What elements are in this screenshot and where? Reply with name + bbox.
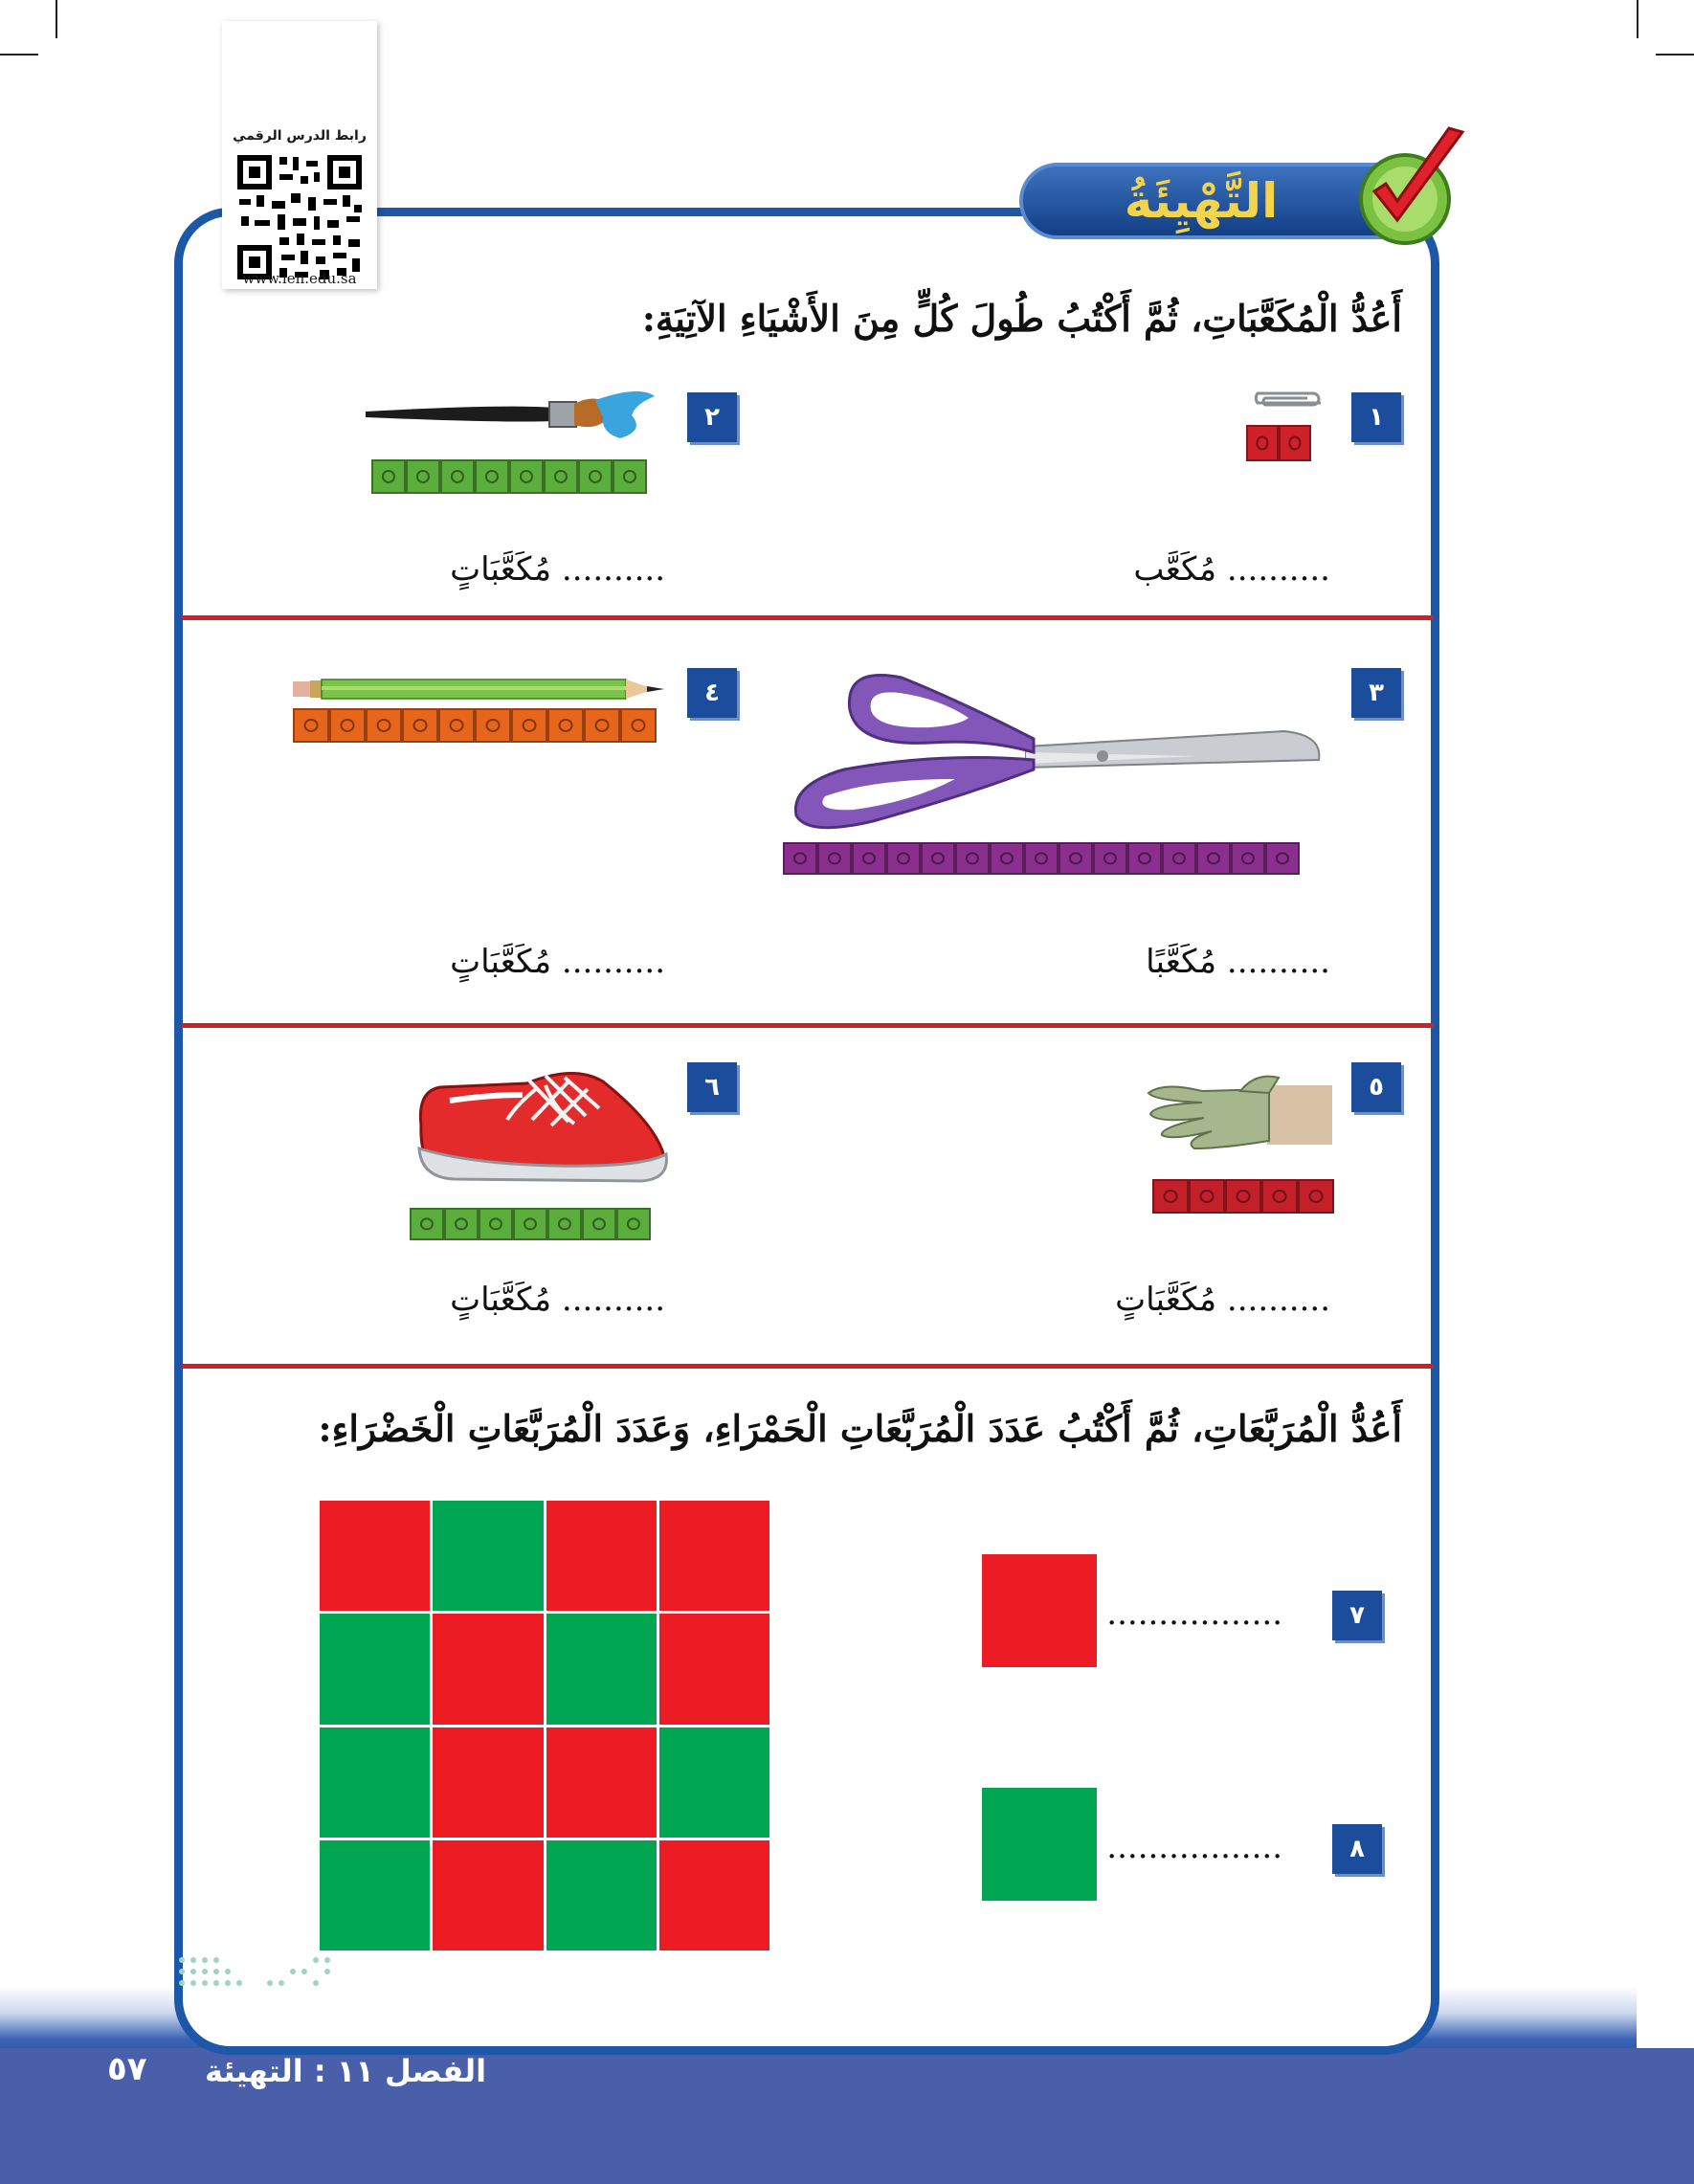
grid-square [546,1840,657,1950]
grid-square [546,1501,657,1611]
cube [817,842,852,875]
item-number-3: ٣ [1351,668,1401,718]
crop-mark [0,54,38,56]
scissors-icon [787,672,1328,835]
cube-train-5 [1152,1179,1334,1214]
cube [613,459,647,494]
cube [366,708,402,743]
paintbrush-icon [362,383,658,450]
cube [616,1208,651,1240]
qr-url[interactable]: www.ien.edu.sa [242,270,357,287]
cube [578,459,613,494]
cube [1298,1179,1334,1214]
cube [475,708,511,743]
section-divider [182,615,1434,620]
cube [620,708,657,743]
answer-6: .......... مُكَعَّبَاتٍ [450,1281,665,1319]
cube [402,708,438,743]
page-number: ٥٧ [107,2050,147,2088]
answer-1: .......... مُكَعَّب [1133,550,1330,589]
cube [547,708,584,743]
grid-square [433,1501,543,1611]
red-square-swatch [982,1554,1097,1667]
cube [886,842,921,875]
grid-square [546,1614,657,1724]
cube [1231,842,1265,875]
cube-train-2 [371,459,647,494]
cube [1265,842,1300,875]
item-number-7: ٧ [1332,1591,1382,1640]
answer-3: .......... مُكَعَّبًا [1146,943,1330,981]
answer-5: .......... مُكَعَّبَاتٍ [1115,1281,1330,1319]
cube [511,708,547,743]
cube [1225,1179,1261,1214]
cube [584,708,620,743]
answer-7: ................. [1106,1594,1282,1633]
ministry-logo-icon [174,1952,343,1996]
cube [852,842,886,875]
grid-square [320,1840,430,1950]
pencil-icon [293,678,666,701]
grid-square [320,1501,430,1611]
cube [444,1208,479,1240]
qr-code-icon[interactable] [234,151,366,283]
checkmark-icon [1357,124,1472,251]
grid-square [659,1501,769,1611]
square-grid [320,1501,769,1950]
cube [410,1208,444,1240]
grid-square [659,1727,769,1838]
item-number-1: ١ [1351,392,1401,442]
cube [1261,1179,1298,1214]
cube [1093,842,1127,875]
cube [1152,1179,1189,1214]
grid-square [659,1840,769,1950]
cube [371,459,406,494]
cube [406,459,440,494]
grid-square [433,1727,543,1838]
cube [1024,842,1059,875]
cube [440,459,475,494]
cube [1127,842,1162,875]
grid-square [433,1614,543,1724]
item-number-4: ٤ [687,668,737,718]
answer-2: .......... مُكَعَّبَاتٍ [450,550,665,589]
grid-square [320,1727,430,1838]
part1-instruction: أَعُدُّ الْمُكَعَّبَاتِ، ثُمَّ أَكْتُبُ طُولَ كُلٍّ مِنَ الأَشْيَاءِ الآتِيَةِ: [641,297,1402,340]
item-number-8: ٨ [1332,1824,1382,1874]
footer-chapter: الفصل ١١ : التهيئة [205,2053,487,2089]
cube [293,708,329,743]
sneaker-icon [412,1062,672,1187]
section-divider [182,1023,1434,1028]
paperclip-icon [1246,390,1328,415]
part2-instruction: أَعُدُّ الْمُرَبَّعَاتِ، ثُمَّ أَكْتُبُ عَدَدَ الْمُرَبَّعَاتِ الْحَمْرَاءِ، وَعَدَدَ الْمُرَبَّعَاتِ الْخَضْرَاءِ: [318,1407,1402,1450]
grid-square [320,1614,430,1724]
cube [544,459,578,494]
cube [582,1208,616,1240]
grid-square [433,1840,543,1950]
qr-caption: رابط الدرس الرقمي [233,128,367,144]
crop-mark [1637,0,1638,38]
cube [1189,1179,1225,1214]
section-divider [182,1364,1434,1369]
cube [438,708,475,743]
qr-card [222,21,377,289]
crop-mark [1656,54,1694,56]
cube [479,1208,513,1240]
glove-icon [1145,1072,1332,1158]
cube [329,708,366,743]
cube [921,842,955,875]
item-number-5: ٥ [1351,1062,1401,1112]
item-number-2: ٢ [687,392,737,442]
cube-train-1 [1246,425,1311,461]
green-square-swatch [982,1788,1097,1901]
item-number-6: ٦ [687,1062,737,1112]
cube [1059,842,1093,875]
cube [990,842,1024,875]
cube [509,459,544,494]
cube-train-6 [410,1208,651,1240]
cube [547,1208,582,1240]
cube [783,842,817,875]
cube-train-4 [293,708,657,743]
cube [1279,425,1311,461]
grid-square [546,1727,657,1838]
cube [955,842,990,875]
crop-mark [56,0,57,38]
answer-4: .......... مُكَعَّبَاتٍ [450,943,665,981]
grid-square [659,1614,769,1724]
section-title: التَّهْيِئَةُ [1124,173,1279,229]
cube [1246,425,1279,461]
cube [1162,842,1196,875]
cube [513,1208,547,1240]
cube [1196,842,1231,875]
answer-8: ................. [1106,1828,1282,1866]
cube-train-3 [783,842,1300,875]
cube [475,459,509,494]
